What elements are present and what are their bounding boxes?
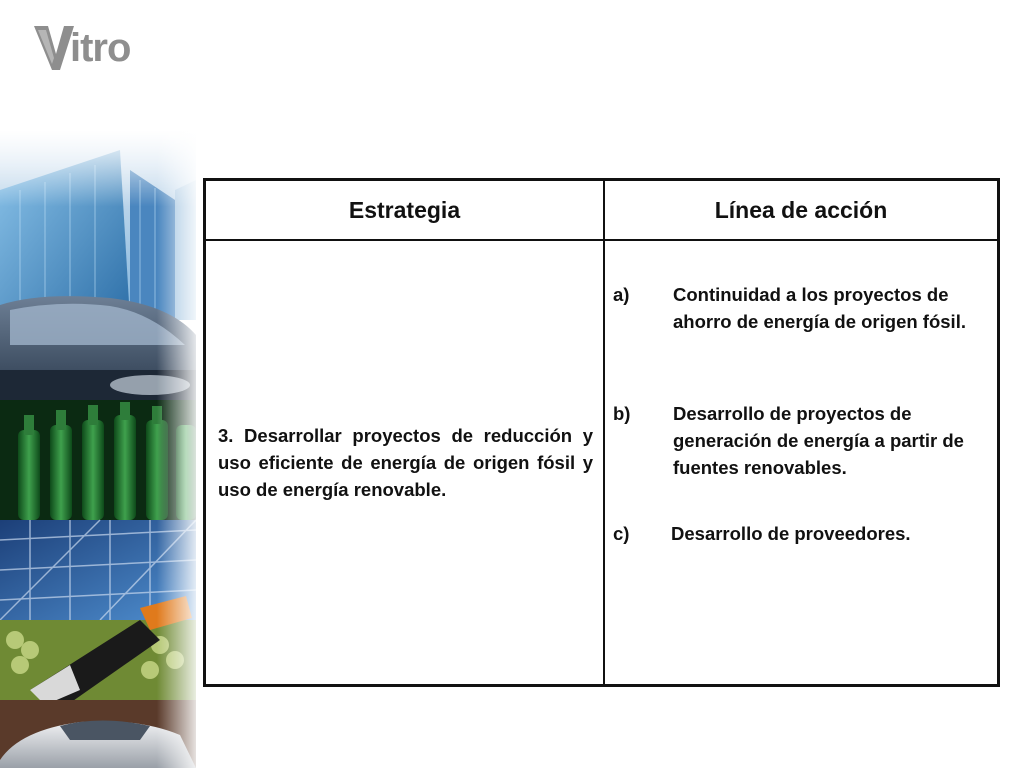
column-divider	[603, 181, 605, 684]
action-item	[613, 281, 993, 335]
action-marker: c)	[613, 523, 630, 544]
vitro-logo	[34, 26, 162, 72]
header-action-line: Línea de acción	[714, 196, 888, 223]
action-cell	[613, 241, 993, 684]
strategy-table	[203, 178, 1000, 687]
vitro-v-logo-icon	[34, 26, 74, 72]
action-marker: a)	[613, 284, 630, 305]
header-strategy: Estrategia	[348, 196, 461, 223]
strategy-cell	[218, 241, 593, 684]
action-text: Desarrollo de proyectos de generación de energía a partir de fuentes renovables.	[673, 403, 964, 478]
logo-text: itro	[70, 26, 131, 70]
action-item	[613, 400, 993, 481]
action-text: Continuidad a los proyectos de ahorro de energía de origen fósil.	[673, 284, 966, 332]
strategy-text: 3. Desarrollar proyectos de reducción y uso eficiente de energía de origen fósil y uso de energía renovable.	[218, 425, 593, 500]
action-item	[613, 520, 993, 547]
action-text: Desarrollo de proveedores.	[671, 523, 911, 544]
industry-photo-collage	[0, 130, 196, 768]
action-marker: b)	[613, 403, 631, 424]
photo-collage	[0, 130, 196, 768]
